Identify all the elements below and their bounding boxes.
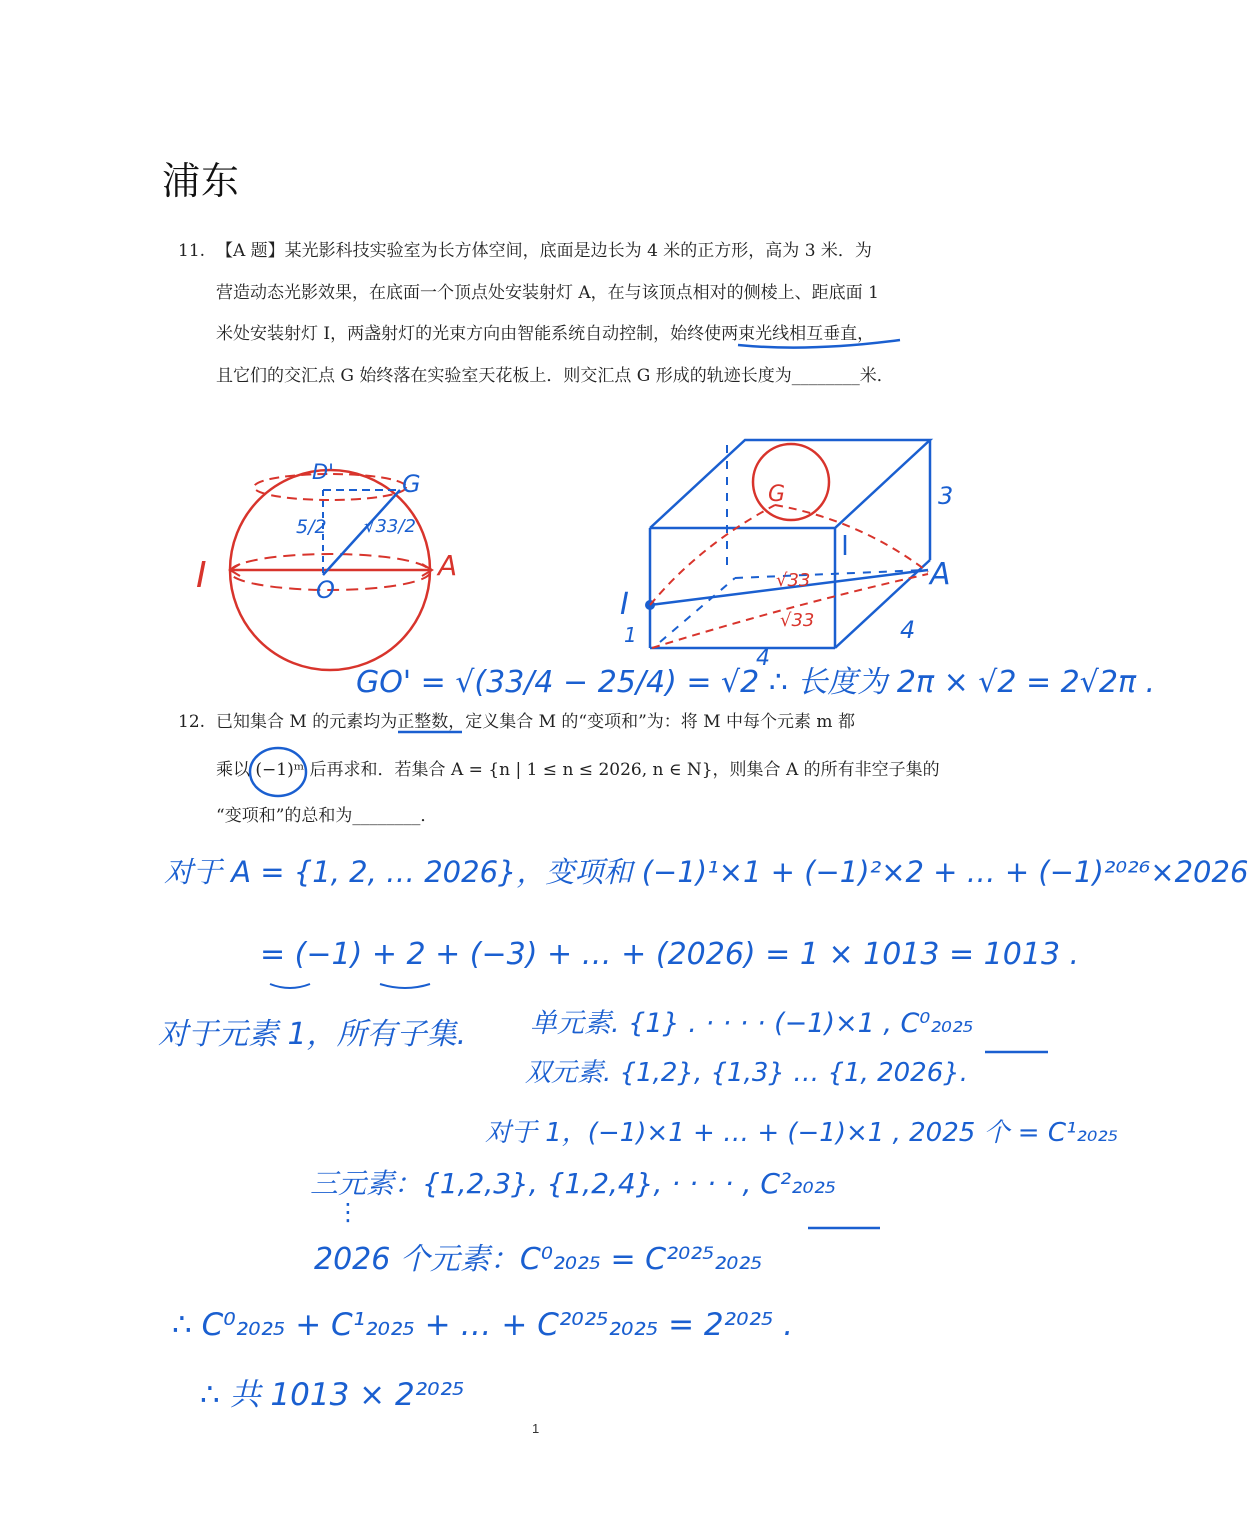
label-d-prime: D'	[312, 460, 334, 484]
label-i-sphere: I	[196, 555, 207, 596]
work12-line-2: = (−1) + 2 + (−3) + … + (2026) = 1 × 1013 = 1013 .	[260, 937, 1080, 972]
label-edge-1: 1	[624, 623, 637, 647]
work12-line-4: 单元素. {1} . · · · · (−1)×1 , C⁰₂₀₂₅	[530, 1008, 974, 1039]
label-root33-bottom: √33	[780, 610, 815, 631]
page-heading: 浦东	[162, 159, 241, 203]
work12-line-6: 对于 1，(−1)×1 + … + (−1)×1 , 2025 个 = C¹₂₀₂₅	[485, 1118, 1119, 1148]
label-o: O	[316, 576, 335, 604]
q11-line-2: 营造动态光影效果，在底面一个顶点处安装射灯 A，在与该顶点相对的侧棱上、距底面 1	[216, 283, 879, 303]
label-width-4: 4	[756, 646, 770, 671]
label-root33-half: √33/2	[364, 516, 416, 537]
work12-line-5: 双元素. {1,2}, {1,3} … {1, 2026}.	[525, 1058, 969, 1088]
label-g-box: G	[768, 482, 786, 507]
work12-line-10: ∴ 共 1013 × 2²⁰²⁵	[200, 1377, 465, 1413]
work12-line-1: 对于 A = {1, 2, … 2026}，变项和 (−1)¹×1 + (−1)²×2 + … + (−1)²⁰²⁶×2026	[164, 855, 1248, 889]
work12-vertical-dots: ⋮	[336, 1198, 360, 1226]
label-five-halves: 5/2	[296, 516, 327, 538]
circle-mark	[250, 748, 306, 796]
q11-line-3: 米处安装射灯 I，两盏射灯的光束方向由智能系统自动控制，始终使两束光线相互垂直，	[216, 324, 875, 344]
q11-solution: GO' = √(33/4 − 25/4) = √2 ∴ 长度为 2π × √2 = 2√2π .	[356, 665, 1156, 700]
label-a-sphere: A	[438, 549, 458, 582]
label-a-box: A	[930, 557, 951, 592]
label-i-box: I	[620, 587, 629, 622]
work12-line-9: ∴ C⁰₂₀₂₅ + C¹₂₀₂₅ + … + C²⁰²⁵₂₀₂₅ = 2²⁰²⁵ .	[172, 1307, 794, 1343]
label-height-3: 3	[938, 482, 954, 510]
label-g-sphere: G	[402, 470, 421, 498]
q12-line-1: 已知集合 M 的元素均为正整数，定义集合 M 的“变项和”为：将 M 中每个元素 m 都	[216, 712, 855, 732]
label-root33-top: √33	[776, 570, 811, 591]
q11-number: 11.	[178, 241, 206, 261]
work12-line-8: 2026 个元素：C⁰₂₀₂₅ = C²⁰²⁵₂₀₂₅	[314, 1242, 763, 1277]
q11-line-4: 且它们的交汇点 G 始终落在实验室天花板上．则交汇点 G 形成的轨迹长度为________米．	[216, 366, 894, 386]
page-number: 1	[532, 1421, 540, 1436]
q12-line-2: 乘以 (−1)ᵐ 后再求和．若集合 A = {n | 1 ≤ n ≤ 2026, n ∈ N}，则集合 A 的所有非空子集的	[216, 760, 940, 780]
q12-line-3: “变项和”的总和为________．	[216, 806, 438, 826]
work12-line-3: 对于元素 1，所有子集.	[158, 1017, 467, 1052]
q12-number: 12.	[178, 712, 206, 732]
label-depth-4: 4	[900, 616, 916, 644]
q11-line-1: 【A 题】某光影科技实验室为长方体空间，底面是边长为 4 米的正方形，高为 3 米．为	[216, 241, 872, 261]
work12-line-7: 三元素：{1,2,3}, {1,2,4}, · · · · , C²₂₀₂₅	[310, 1167, 837, 1200]
